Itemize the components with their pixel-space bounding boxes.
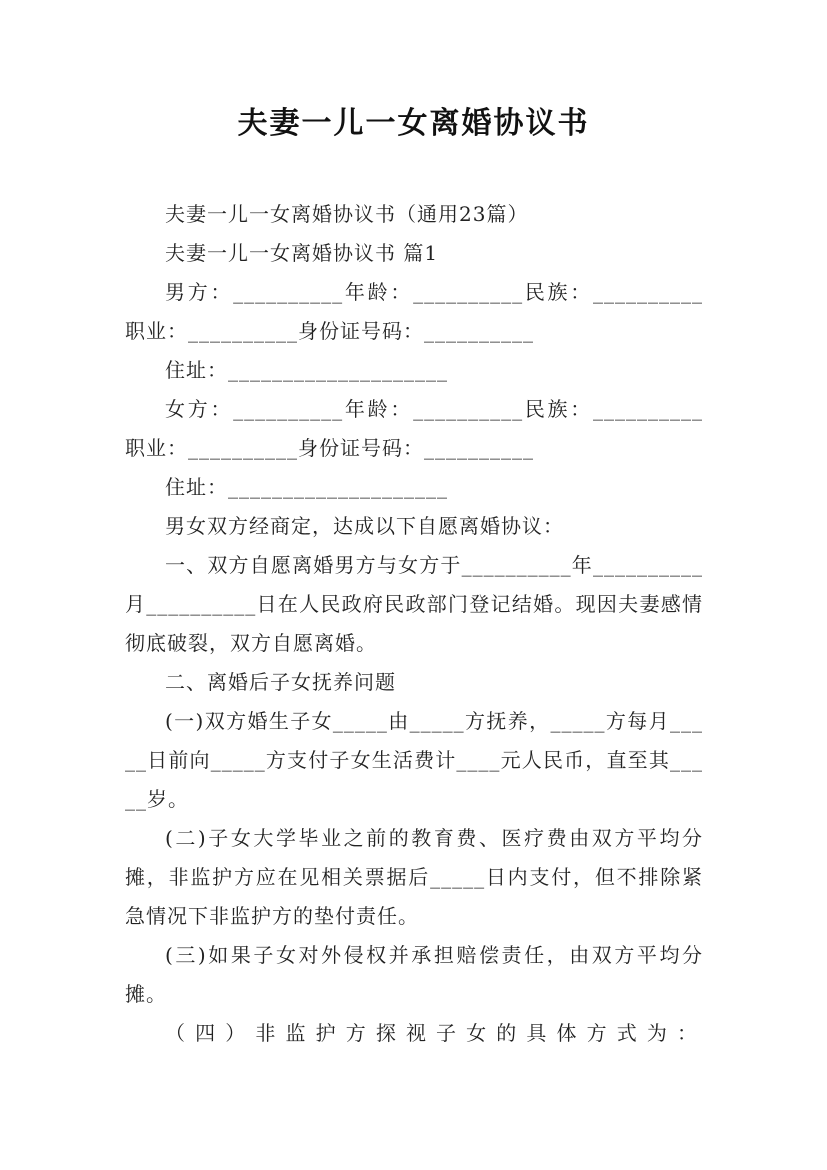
paragraph-male-party-info: 男方：__________年龄：__________民族：__________职业：__________身份证号码：__________ — [125, 280, 703, 343]
paragraph-female-party-info: 女方：__________年龄：__________民族：__________职业：__________身份证号码：__________ — [125, 397, 703, 460]
paragraph-subtitle: 夫妻一儿一女离婚协议书（通用23篇） — [165, 202, 529, 226]
paragraph-clause-2-1: (一)双方婚生子女_____由_____方抚养，_____方每月_____日前向_____方支付子女生活费计____元人民币，直至其_____岁。 — [125, 709, 703, 811]
paragraph-clause-2-heading: 二、离婚后子女抚养问题 — [165, 670, 396, 694]
paragraph-section-heading: 夫妻一儿一女离婚协议书 篇1 — [165, 241, 439, 265]
paragraph-clause-1: 一、双方自愿离婚男方与女方于__________年__________月__________日在人民政府民政部门登记结婚。现因夫妻感情彻底破裂，双方自愿离婚。 — [125, 553, 703, 655]
paragraph-agreement-intro: 男女双方经商定，达成以下自愿离婚协议： — [165, 514, 564, 538]
document-title: 夫妻一儿一女离婚协议书 — [237, 106, 590, 141]
paragraph-male-address: 住址：____________________ — [165, 358, 448, 382]
paragraph-clause-2-4: （四）非监护方探视子女的具体方式为： — [165, 1021, 703, 1045]
paragraph-female-address: 住址：____________________ — [165, 475, 448, 499]
document-body — [125, 195, 703, 1053]
paragraph-clause-2-3: (三)如果子女对外侵权并承担赔偿责任，由双方平均分摊。 — [125, 943, 703, 1006]
paragraph-clause-2-2: (二)子女大学毕业之前的教育费、医疗费由双方平均分摊，非监护方应在见相关票据后_____日内支付，但不排除紧急情况下非监护方的垫付责任。 — [125, 826, 703, 928]
